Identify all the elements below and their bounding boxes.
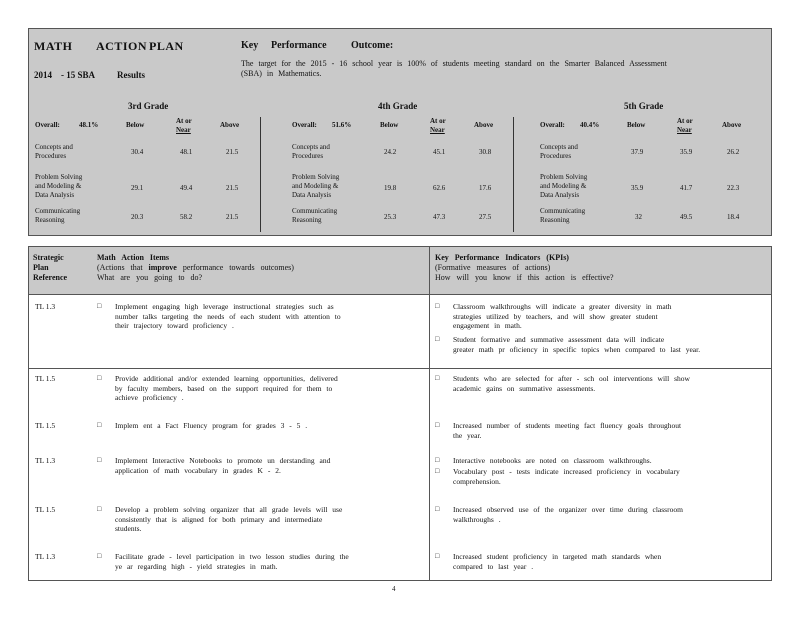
results-label: Results xyxy=(117,70,146,80)
col-at-near-1: At or xyxy=(430,117,446,125)
row-label-problem-solving: Problem Solving and Modeling & Data Analysis xyxy=(292,173,340,199)
overall-label: Overall: xyxy=(292,121,317,129)
items-header: Math Action Items (Actions that improve performance towards outcomes) What are you going to do? xyxy=(97,253,294,282)
col-at-near-2: Near xyxy=(430,126,445,134)
kpo-performance: Performance xyxy=(271,40,327,51)
value-at-near: 49.5 xyxy=(680,213,693,221)
outcomes-header-box xyxy=(28,28,772,236)
value-above: 26.2 xyxy=(727,148,740,156)
col-below: Below xyxy=(380,121,399,129)
checkbox-bullet-icon: □ xyxy=(97,505,102,513)
col-at-near-1: At or xyxy=(677,117,693,125)
checkbox-bullet-icon: □ xyxy=(435,456,440,464)
row-label-communicating: Communicating Reasoning xyxy=(35,207,81,224)
overall-value: 51.6% xyxy=(332,121,352,129)
action-plan-table xyxy=(28,246,772,581)
grade-title: 5th Grade xyxy=(624,101,664,111)
overall-label: Overall: xyxy=(540,121,565,129)
kpi-text: Increased observed use of the organizer over time during classroom walkthroughs . xyxy=(453,505,683,524)
value-above: 22.3 xyxy=(727,184,740,192)
value-above: 21.5 xyxy=(226,184,239,192)
row-label-communicating: Communicating Reasoning xyxy=(292,207,338,224)
kpi-text: Interactive notebooks are noted on classroom walkthroughs. xyxy=(453,456,652,465)
overall-value: 40.4% xyxy=(580,121,600,129)
checkbox-bullet-icon: □ xyxy=(97,421,102,429)
col-below: Below xyxy=(627,121,646,129)
checkbox-bullet-icon: □ xyxy=(435,335,440,343)
row-label-concepts: Concepts and Procedures xyxy=(35,143,73,160)
checkbox-bullet-icon: □ xyxy=(435,505,440,513)
grade-block-5th xyxy=(538,99,768,235)
value-below: 35.9 xyxy=(631,184,644,192)
value-at-near: 41.7 xyxy=(680,184,693,192)
checkbox-bullet-icon: □ xyxy=(97,302,102,310)
row-label-communicating: Communicating Reasoning xyxy=(540,207,586,224)
action-text: Facilitate grade - level participation in two lesson studies during the ye ar regarding high - yield strategies in math. xyxy=(115,552,349,571)
grade-divider xyxy=(513,117,514,232)
checkbox-bullet-icon: □ xyxy=(97,552,102,560)
kpi-text: Students who are selected for after - sch ool interventions will show academic gains on summative assessments. xyxy=(453,374,690,393)
row-ref: TL 1.5 xyxy=(35,505,56,514)
overall-value: 48.1% xyxy=(79,121,99,129)
action-text: Provide additional and/or extended learning opportunities, delivered by faculty members, based on the support required for them to achieve proficiency . xyxy=(115,374,338,402)
row-ref: TL 1.5 xyxy=(35,374,56,383)
value-below: 20.3 xyxy=(131,213,144,221)
checkbox-bullet-icon: □ xyxy=(435,302,440,310)
row-ref: TL 1.3 xyxy=(35,552,56,561)
value-below: 32 xyxy=(635,213,642,221)
value-below: 25.3 xyxy=(384,213,397,221)
kpi-text: Vocabulary post - tests indicate increased proficiency in vocabulary comprehension. xyxy=(453,467,680,486)
row-label-concepts: Concepts and Procedures xyxy=(292,143,330,160)
grade-block-3rd xyxy=(33,99,263,235)
row-label-problem-solving: Problem Solving and Modeling & Data Analysis xyxy=(540,173,588,199)
col-at-near-2: Near xyxy=(176,126,191,134)
value-at-near: 62.6 xyxy=(433,184,446,192)
kpo-outcome: Outcome: xyxy=(351,40,394,51)
row-label-concepts: Concepts and Procedures xyxy=(540,143,578,160)
value-below: 29.1 xyxy=(131,184,144,192)
value-at-near: 49.4 xyxy=(180,184,193,192)
row-label-problem-solving: Problem Solving and Modeling & Data Analysis xyxy=(35,173,83,199)
action-text: Implem ent a Fact Fluency program for grades 3 - 5 . xyxy=(115,421,308,430)
value-below: 37.9 xyxy=(631,148,644,156)
value-above: 17.6 xyxy=(479,184,492,192)
grade-divider xyxy=(260,117,261,232)
grade-title: 3rd Grade xyxy=(128,101,169,111)
grade-title: 4th Grade xyxy=(378,101,418,111)
ref-header: Strategic Plan Reference xyxy=(33,253,68,282)
kpi-text: Increased number of students meeting fact fluency goals throughout the year. xyxy=(453,421,682,440)
value-above: 21.5 xyxy=(226,148,239,156)
overall-label: Overall: xyxy=(35,121,60,129)
kpi-header: Key Performance Indicators (KPIs) (Formative measures of actions) How will you know if this action is effective? xyxy=(435,253,614,282)
kpo-text-line1: The target for the 2015 - 16 school year is 100% of students meeting standard on the Smarter Balanced Assessment xyxy=(241,59,667,68)
action-text: Develop a problem solving organizer that all grade levels will use consistently that is aligned for both primary and intermediate students. xyxy=(115,505,343,533)
value-above: 27.5 xyxy=(479,213,492,221)
value-above: 21.5 xyxy=(226,213,239,221)
col-at-near-1: At or xyxy=(176,117,192,125)
checkbox-bullet-icon: □ xyxy=(435,421,440,429)
page-number: 4 xyxy=(392,585,396,593)
title-plan: PLAN xyxy=(149,39,184,53)
value-below: 24.2 xyxy=(384,148,397,156)
value-at-near: 45.1 xyxy=(433,148,446,156)
checkbox-bullet-icon: □ xyxy=(435,552,440,560)
value-below: 30.4 xyxy=(131,148,144,156)
kpi-text: Classroom walkthroughs will indicate a greater diversity in math strategies utilized by teachers, and will show greater student engagement in math. xyxy=(453,302,672,330)
row-ref: TL 1.3 xyxy=(35,302,56,311)
col-below: Below xyxy=(126,121,145,129)
sba-label: - 15 SBA xyxy=(61,70,96,80)
title-math: MATH xyxy=(34,39,73,53)
value-above: 30.8 xyxy=(479,148,492,156)
col-above: Above xyxy=(474,121,494,129)
col-above: Above xyxy=(722,121,742,129)
year-label: 2014 xyxy=(34,70,52,80)
row-divider xyxy=(29,368,771,369)
value-at-near: 47.3 xyxy=(433,213,446,221)
value-at-near: 48.1 xyxy=(180,148,193,156)
kpi-text: Increased student proficiency in targeted math standards when compared to last year . xyxy=(453,552,662,571)
kpo-text-line2: (SBA) in Mathematics. xyxy=(241,69,322,78)
row-ref: TL 1.3 xyxy=(35,456,56,465)
kpi-text: Student formative and summative assessment data will indicate greater math pr oficiency in specific topics when compared to last year. xyxy=(453,335,701,354)
value-below: 19.8 xyxy=(384,184,397,192)
value-at-near: 35.9 xyxy=(680,148,693,156)
table-header xyxy=(29,247,771,295)
checkbox-bullet-icon: □ xyxy=(435,467,440,475)
action-text: Implement Interactive Notebooks to promote un derstanding and application of math vocabulary in grades K - 2. xyxy=(115,456,331,475)
action-text: Implement engaging high leverage instructional strategies such as number talks targeting the needs of each student with attention to their trajectory toward proficiency . xyxy=(115,302,341,330)
value-above: 18.4 xyxy=(727,213,740,221)
col-above: Above xyxy=(220,121,240,129)
grade-block-4th xyxy=(290,99,520,235)
col-at-near-2: Near xyxy=(677,126,692,134)
value-at-near: 58.2 xyxy=(180,213,193,221)
checkbox-bullet-icon: □ xyxy=(435,374,440,382)
column-divider xyxy=(429,247,430,580)
kpo-key: Key xyxy=(241,40,259,51)
title-action: ACTION xyxy=(96,39,148,53)
checkbox-bullet-icon: □ xyxy=(97,374,102,382)
row-ref: TL 1.5 xyxy=(35,421,56,430)
checkbox-bullet-icon: □ xyxy=(97,456,102,464)
